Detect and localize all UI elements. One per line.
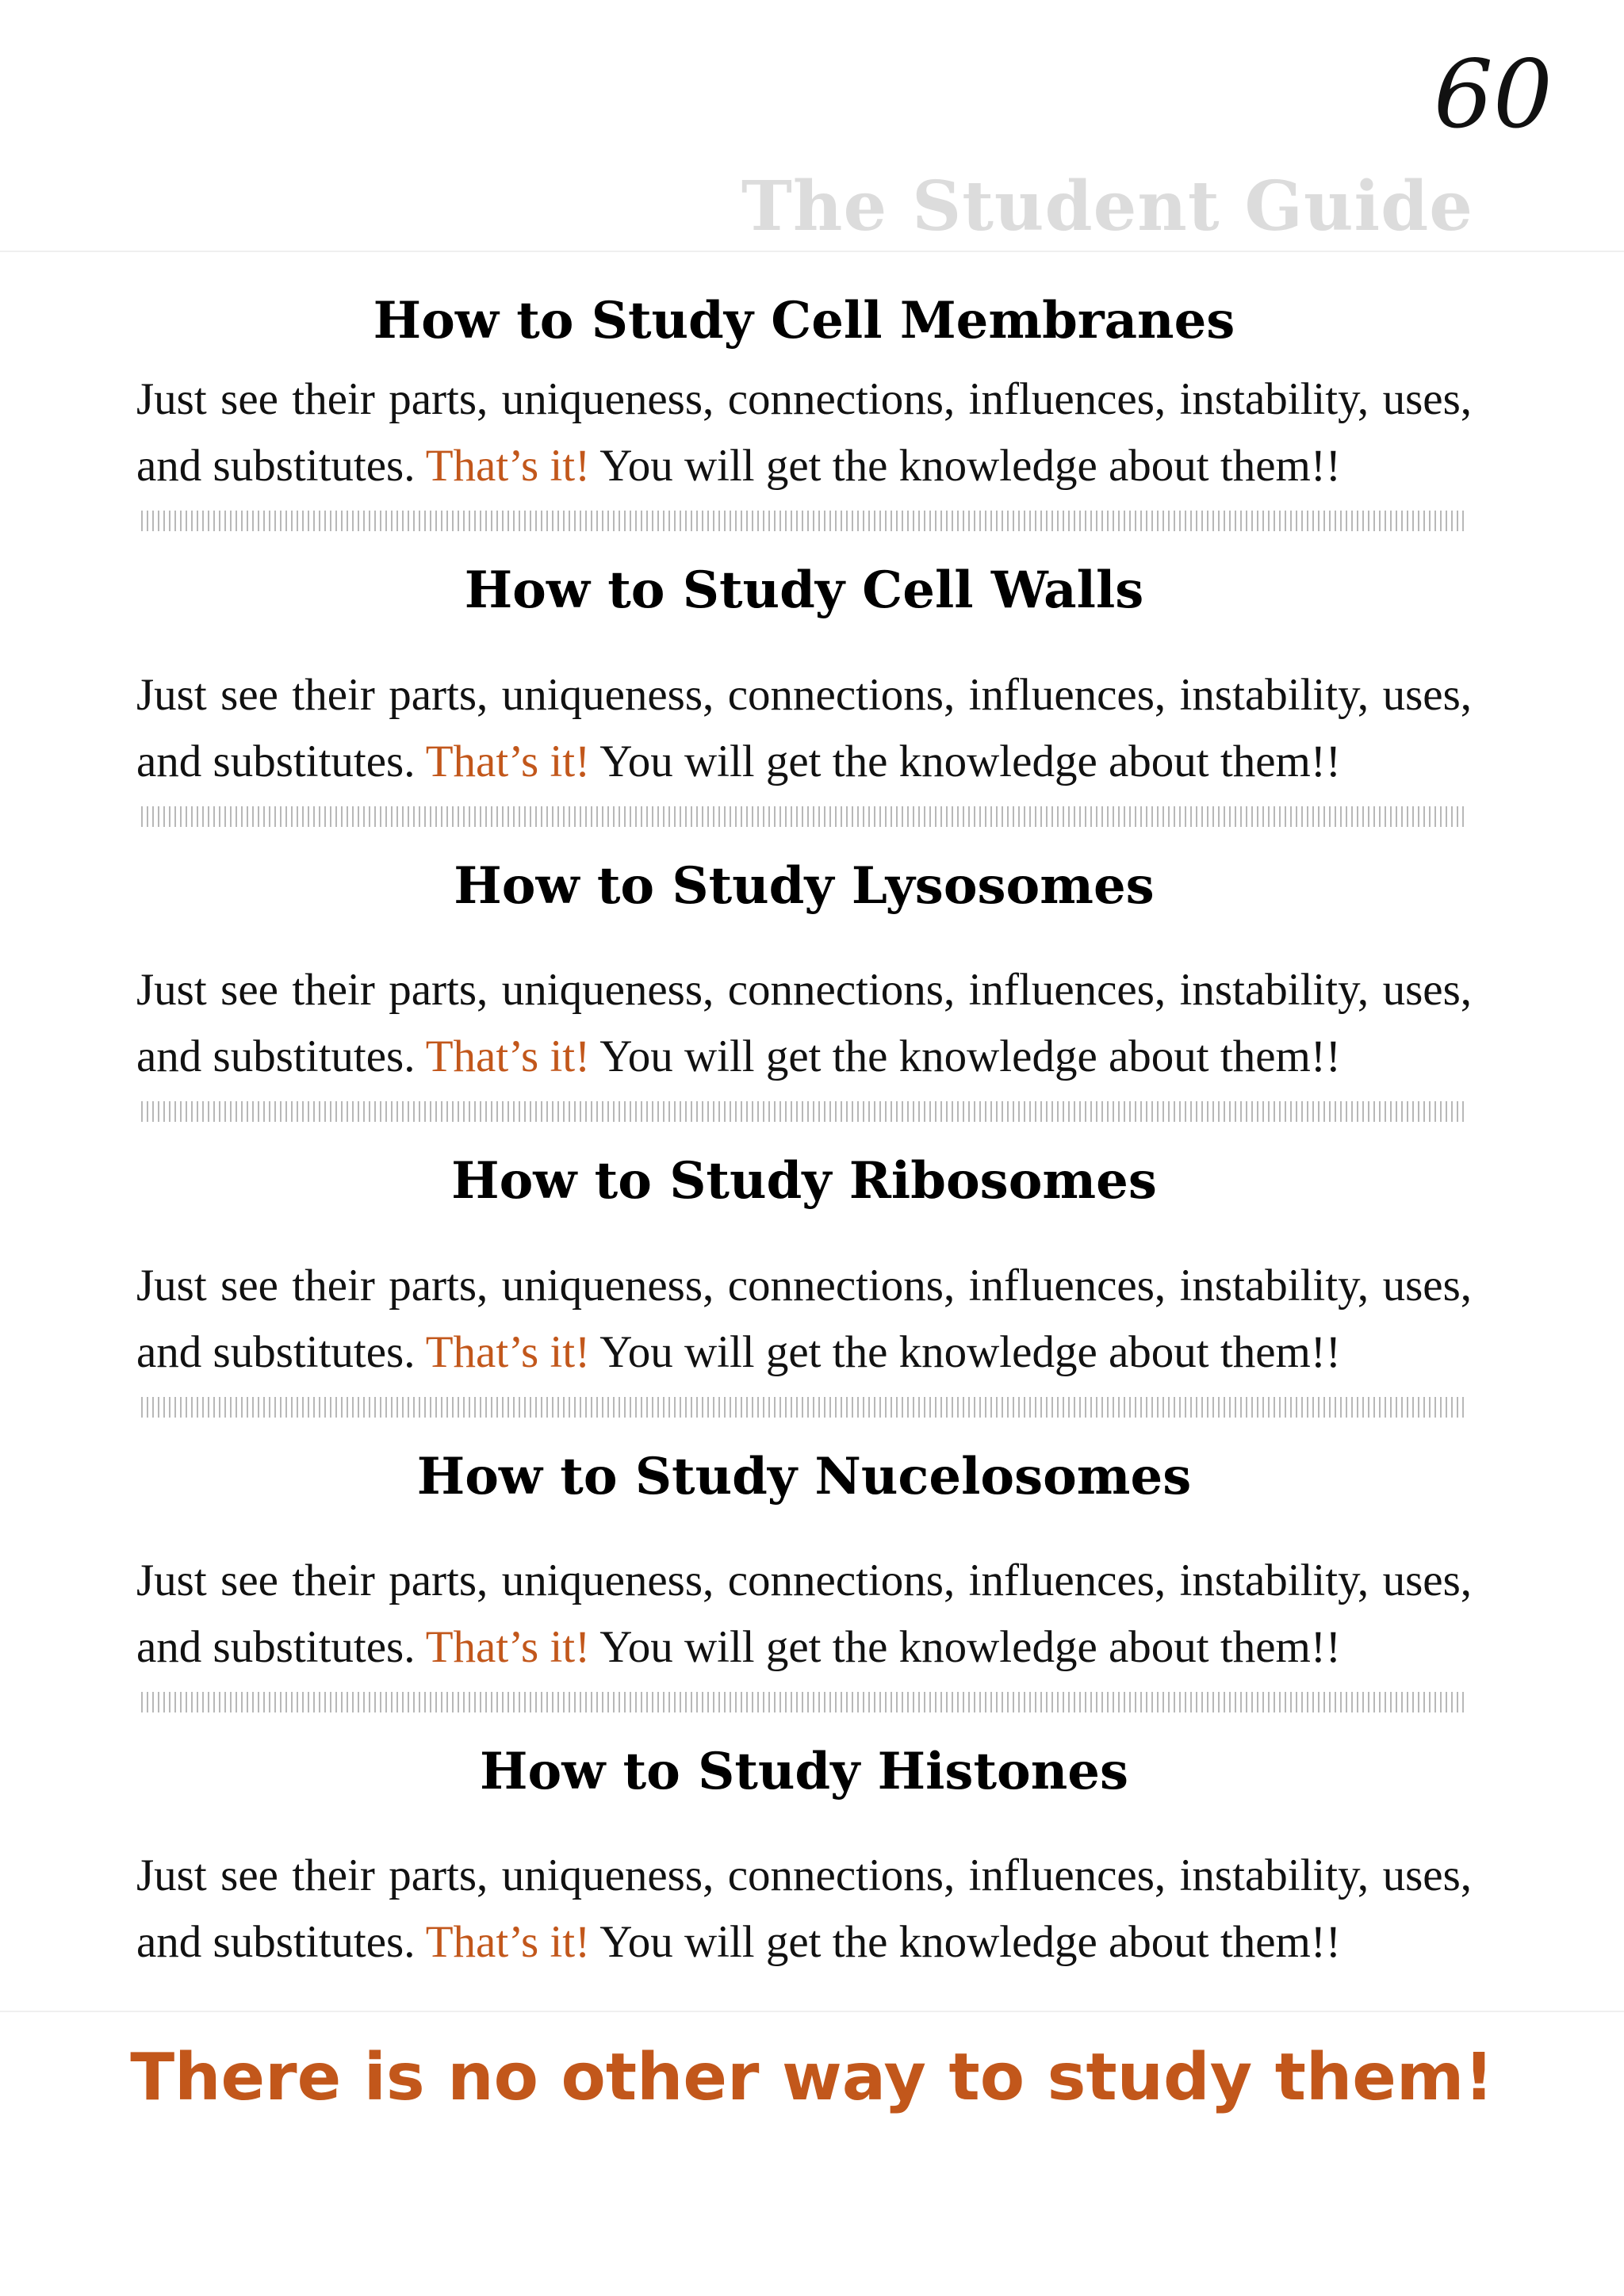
main-content bbox=[136, 293, 1472, 1976]
striped-divider bbox=[141, 511, 1467, 531]
section-body bbox=[136, 662, 1472, 795]
highlight-text: That’s it! bbox=[425, 441, 591, 492]
section-body bbox=[136, 1843, 1472, 1976]
striped-divider bbox=[141, 806, 1467, 827]
section-ribosomes bbox=[136, 1151, 1472, 1417]
running-title: The Student Guide bbox=[741, 166, 1473, 247]
body-text: Just see their parts, uniqueness, connections, influences, instability, uses, and substitutes. bbox=[136, 965, 1472, 1082]
highlight-text: That’s it! bbox=[425, 1326, 591, 1377]
section-title: How to Study Histones bbox=[480, 1741, 1128, 1801]
footer-divider bbox=[0, 2011, 1624, 2012]
body-text: Just see their parts, uniqueness, connections, influences, instability, uses, and substitutes. bbox=[136, 669, 1472, 786]
section-nucelosomes bbox=[136, 1446, 1472, 1712]
highlight-text: That’s it! bbox=[425, 1031, 591, 1082]
body-text-end: You will get the knowledge about them!! bbox=[590, 441, 1341, 492]
section-lysosomes bbox=[136, 855, 1472, 1122]
body-text-end: You will get the knowledge about them!! bbox=[590, 1031, 1341, 1082]
body-text-end: You will get the knowledge about them!! bbox=[590, 1621, 1341, 1672]
section-body bbox=[136, 1548, 1472, 1681]
page-number: 60 bbox=[1433, 40, 1553, 149]
section-histones bbox=[136, 1741, 1472, 1976]
highlight-text: That’s it! bbox=[425, 736, 591, 786]
body-text: Just see their parts, uniqueness, connections, influences, instability, uses, and substitutes. bbox=[136, 374, 1472, 492]
section-cell-membranes bbox=[136, 293, 1472, 531]
body-text: Just see their parts, uniqueness, connections, influences, instability, uses, and substitutes. bbox=[136, 1260, 1472, 1377]
closing-statement: There is no other way to study them! bbox=[130, 2040, 1494, 2115]
body-text-end: You will get the knowledge about them!! bbox=[590, 736, 1341, 786]
highlight-text: That’s it! bbox=[425, 1621, 591, 1672]
section-body bbox=[136, 1253, 1472, 1386]
body-text-end: You will get the knowledge about them!! bbox=[590, 1326, 1341, 1377]
header-divider bbox=[0, 251, 1624, 252]
section-title: How to Study Cell Walls bbox=[464, 561, 1144, 621]
section-title: How to Study Cell Membranes bbox=[373, 291, 1235, 350]
striped-divider bbox=[141, 1101, 1467, 1122]
body-text-end: You will get the knowledge about them!! bbox=[590, 1917, 1341, 1968]
striped-divider bbox=[141, 1692, 1467, 1712]
section-body bbox=[136, 366, 1472, 499]
section-body bbox=[136, 957, 1472, 1090]
highlight-text: That’s it! bbox=[425, 1917, 591, 1968]
striped-divider bbox=[141, 1397, 1467, 1418]
body-text: Just see their parts, uniqueness, connections, influences, instability, uses, and substitutes. bbox=[136, 1850, 1472, 1968]
section-cell-walls bbox=[136, 563, 1472, 826]
section-title: How to Study Ribosomes bbox=[451, 1151, 1157, 1211]
section-title: How to Study Lysosomes bbox=[454, 855, 1155, 916]
body-text: Just see their parts, uniqueness, connections, influences, instability, uses, and substitutes. bbox=[136, 1555, 1472, 1672]
section-title: How to Study Nucelosomes bbox=[416, 1446, 1192, 1506]
